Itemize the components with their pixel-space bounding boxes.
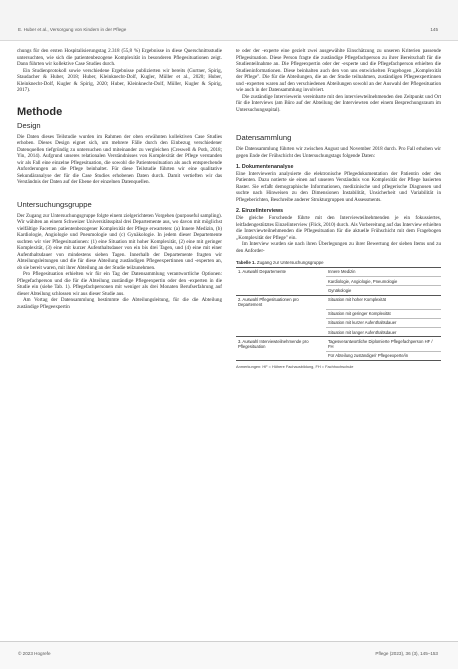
table-cell-item: Situation mit langer Aufenthaltsdauer: [326, 328, 441, 337]
section-title-methode: Methode: [17, 105, 63, 118]
left-column: [17, 48, 222, 310]
table-cell-category: 3. Auswahl Interviewteilnehmende pro Pflegesituation: [238, 338, 309, 350]
table-cell-category: [236, 277, 326, 286]
table-cell-item: Situation mit kurzer Aufenthaltsdauer: [326, 318, 441, 327]
document-analysis-paragraph: Eine Interviewerin analysierte die elektronische Pflegedokumentation der Patientin oder des Patienten. Dazu notierte sie einen auf unseren Verständnis von Komplexität der Pflege basierten Raster. Sie erfaßt demographische Informationen, medizinische und pflegerische Diagnosen und suchte nach Hinweisen zu den Dimensionen Instabilität, Unsicherheit und Variabilität in Pflegeberichten, Beschreibe anderer Strukturgruppen und Assessments.: [236, 170, 441, 203]
subsection-title-design: Design: [17, 120, 41, 130]
table-cell-category: 1. Auswahl Departemente: [238, 269, 286, 275]
table-note: Anmerkungen: HF = Höhere Fachausbildung, FH = Fachhochschule: [236, 364, 354, 370]
running-head: E. Huber et al., Versorgung von Kindern in der Pflege: [18, 27, 127, 32]
table-row: [236, 337, 441, 352]
group-paragraph: Der Zugang zur Untersuchungsgruppe folgte einem zielgerichteten Vorgehen (purposeful sampling). Wir wählten an einem Schweizer Universitätsspital drei Departemente aus, wo davon mit möglichst vielfältige Facetten patientenbezogener Komplexität der Pflege erwarteten: (a) Innere Medizin, (b) Kardiologie, Angiologie und Pneumologie und (c) Gynäkologie. In jedem dieser Departemente suchten wir vier Pflegesituationen: (1) eine Situation mit hoher Komplexität, (2) eine mit geringer Komplexität, (3) eine mit kurzer Aufenthaltsdauer von ein bis drei Tagen, und (4) eine mit einer Aufenthaltsdauer von mindestens sieben Tagen. Innerhalb der Departemente fragten wir Abteilungsleitungen und die für diese Abteilung zuständigen Pflegeexpertinnen und -experten an, ob sie bereit waren, mit ihrer Abteilung an der Studie teilzunehmen.: [17, 212, 222, 271]
page-footer: [0, 641, 458, 669]
table-cell-category: [236, 318, 326, 327]
table-cell-category: [236, 328, 326, 337]
table-cell-item: Kardiologie, Angiologie, Pneumologie: [326, 277, 441, 286]
intro-paragraph: chungs für den ersten Hospitalisierungstag 2.318 (55,8 %) Ergebnisse in diese Querschnittsstudie untersuchten, wie sich die patientenbezogene Komplexität in besonderen Pflegesituationen zeigt. Dann führten wir kollektive Case Studies durch.: [17, 48, 222, 67]
sampling-table: [236, 268, 441, 361]
table-cell-item: Für Abteilung zuständige/r Pflegeexperte/in: [326, 351, 441, 360]
subsection-title-datensammlung: Datensammlung: [236, 133, 292, 142]
table-cell-item: Situation mit geringer Komplexität: [326, 309, 441, 318]
continuation-paragraph-2: Die zuständige Interviewerin vereinbarte mit den interviewteilnehmenden den Zeitpunkt und Ort für die Interviews (am Büro auf der Abteilung der Interviewten oder einem Besprechungsraum im Untersuchungsspital).: [236, 93, 441, 113]
table-cell-item: Situation mit hoher Komplexität: [328, 297, 386, 303]
table-row: [236, 328, 441, 337]
intro-paragraph-2: Ein Studienprotokoll sowie verschiedene Ergebnisse publizierten wir bereits (Gurtner, Spirig, Staudacher & Huber, 2018; Huber, Kleinknecht-Dolf, Kugler, Müller et al., 2020; Huber, Kleinknecht-Dolf, Kugler & Spirig, 2020; Huber, Kleinknecht-Dolf, Müller, Kugler & Spirig, 2017).: [17, 67, 222, 93]
right-column: [236, 48, 441, 369]
copyright: © 2023 Hogrefe: [18, 651, 51, 656]
table-caption-label: Tabelle 1.: [236, 260, 256, 266]
data-paragraph: Die Datensammlung führten wir zwischen August und November 2018 durch. Pro Fall erhoben wir gegen Ende der Frühschicht des Untersuchungstags folgende Daten:: [236, 146, 441, 159]
table-row: [236, 309, 441, 318]
table-cell-category: [236, 309, 326, 318]
table-row: [236, 277, 441, 286]
table-cell-category: [236, 286, 326, 295]
group-paragraph-3: Am Vortag der Datensammlung bestimmte die Abteilungsleitung, für die die Abteilung zuständige Pflegeexpertin: [17, 297, 222, 310]
table-cell-item: Tagesverantwortliche Diplomierte Pflegefachperson HF / FH: [328, 338, 433, 350]
citation: Pflege (2023), 36 (3), 145–153: [375, 651, 438, 656]
design-paragraph: Die Daten dieses Teilstudie wurden im Rahmen der oben erwähnten kollektiven Case Studies erhoben. Dieses Design eignet sich, um mehrere Fälle durch den Einbezug verschiedener Datenquellen tiefgründig zu untersuchen und miteinander zu vergleichen (Creswell & Poth, 2018; Yin, 2014). Aufgrund unseres relationalen Verständnisses von Komplexität der Pflege verstanden wir als Fall eine einzelne Pflegesituation, die sowohl die Patientensituation als auch entsprechende Anforderungen an die Pflege beinhaltet. Für diese Teilstudie führten wir eine qualitative Sekundäranalyse der für die Case Studies erhobenen Daten durch. Damit vertieften wir das Verständnis der Daten auf der Ebene der einzelnen Datenquellen.: [17, 133, 222, 185]
table-cell-item: Innere Medizin: [328, 269, 356, 275]
table-row: [236, 351, 441, 360]
continuation-paragraph: te oder der -experte eine gezielt zwei ausgewählte Einschätzung zu unseren Kriterien passende Pflegesituation. Diese Person fragte die zuständige Pflegefachperson zu ihrer Bereitschaft für die Studienteilnahme an. Die Pflegeexpertin oder der -experte und die Pflegefachperson erhielten die Studieninformationen. Diese beinhalten auch den von uns entwickelten Fragebogen „Komplexität der Pflege". Die für die Abteilungen, die an der Studie teilnahmen, zuständigen Pflegeexpertinnen und -experten waren auf den verschiedenen Abteilungen sowohl an der Auswahl der Pflegesituation wie auch in der Datensammlung involviert.: [236, 48, 441, 93]
interview-paragraph: Die gleiche Forschende führte mit den Interviewteilnehmenden je ein fokussiertes, leitfadengestütztes Einzelinterview (Flick, 2010) durch. Als Vorbereitung auf das Interview erhielten die Interviewteilnehmenden die Pflegesituation für die aktuelle Frühschicht mit dem Fragebogen „Komplexität der Pflege" ein.: [236, 215, 441, 241]
table-cell-category: 2. Auswahl Pflegesituationen pro Departement: [238, 297, 299, 308]
table-row: [236, 295, 441, 309]
table-caption-text: Zugang zur Untersuchungsgruppe: [256, 260, 324, 266]
group-paragraph-2: Pro Pflegesituation erhielten wir für ein Tag der Datensammlung verantwortliche Optionen: Pflegefachperson und die für die Abteilung zuständige Pflegeexpertin oder den -experten in die Studie ein (siehe Tab. 1). Pflegefachpersonen mit weniger als drei Monaten Berufserfahrung auf dieser Abteilung schlossen wir aus dieser Studie aus.: [17, 271, 222, 297]
page-number: 145: [430, 27, 438, 32]
subsection-title-untersuchungsgruppe: Untersuchungsgruppe: [17, 199, 92, 209]
interview-paragraph-2: Im Interview wurden sie nach ihren Überlegungen zu ihrer Bewertung der sieben Items und zu den Anforder-: [236, 241, 441, 254]
table-cell-item: Gynäkologie: [326, 286, 441, 295]
page-header: [0, 0, 458, 41]
table-row: [236, 318, 441, 327]
heading-einzelinterviews: 2. Einzelinterviews: [236, 208, 284, 215]
table-row: [236, 286, 441, 295]
heading-dokumentenanalyse: 1. Dokumentenanalyse: [236, 164, 294, 170]
table-caption: [236, 260, 441, 268]
table-row: [236, 268, 441, 277]
table-cell-category: [236, 351, 326, 360]
